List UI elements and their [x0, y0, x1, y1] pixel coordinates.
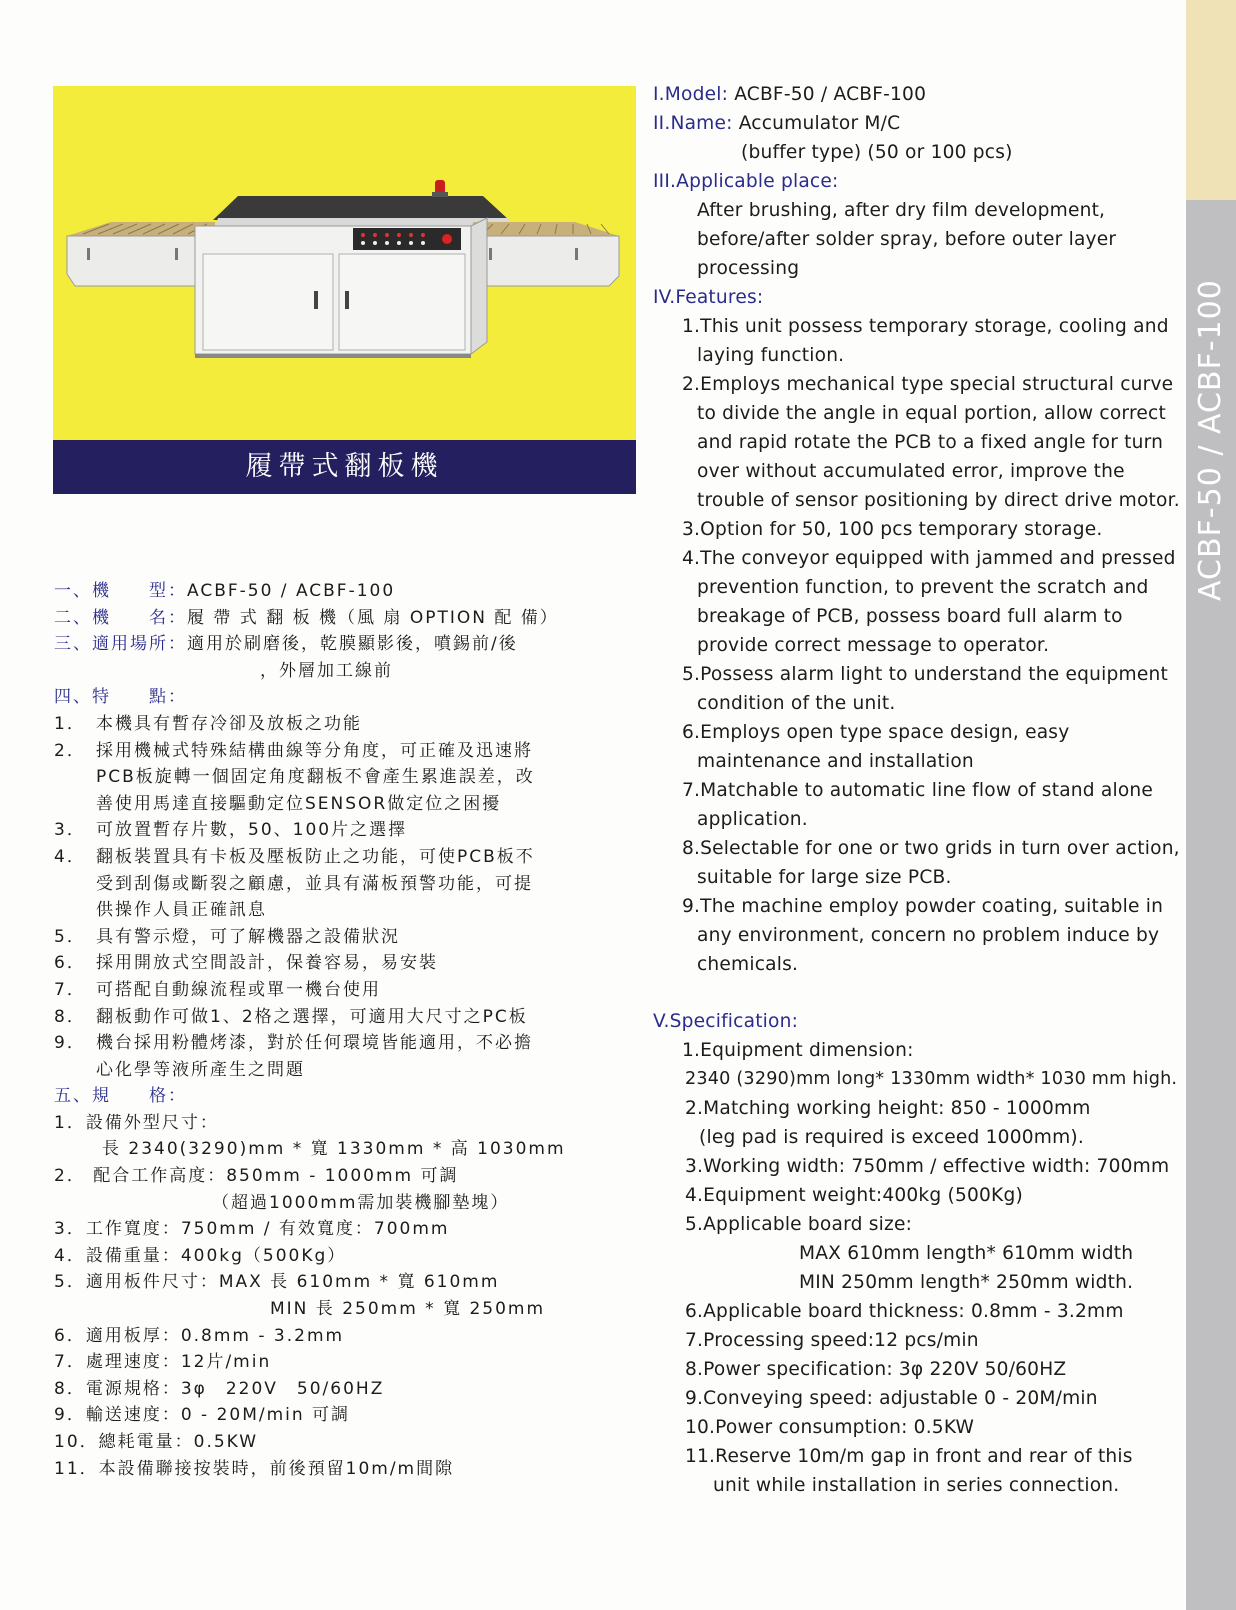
en-place-line: After brushing, after dry film development, [697, 200, 1106, 221]
en-spec-6: 6.Applicable board thickness: 0.8mm - 3.2mm [685, 1301, 1124, 1322]
en-spec-11-detail: unit while installation in series connection. [713, 1475, 1120, 1496]
zh-feature-item [54, 738, 644, 765]
product-photo [53, 86, 636, 494]
zh-spec-10: 10．總耗電量：0.5KW [54, 1432, 259, 1452]
en-spec-8: 8.Power specification: 3φ 220V 50/60HZ [685, 1359, 1067, 1380]
zh-place-value-1: 適用於刷磨後，乾膜顯影後，噴錫前/後 [187, 634, 518, 655]
zh-place-value-2: ，外層加工線前 [260, 660, 393, 681]
en-feature-line: 4.The conveyor equipped with jammed and pressed [682, 548, 1176, 569]
en-name-row [653, 109, 1183, 138]
en-model-heading: I.Model: [653, 84, 729, 105]
en-feature-line: over without accumulated error, improve the [697, 461, 1125, 482]
zh-feature-text: 採用機械式特殊結構曲線等分角度，可正確及迅速將 [96, 740, 533, 761]
en-feature-line: 5.Possess alarm light to understand the equipment [682, 664, 1168, 685]
en-features-heading: IV.Features: [653, 287, 764, 308]
en-place-line: processing [697, 258, 800, 279]
en-model-value: ACBF-50 / ACBF-100 [728, 84, 927, 105]
zh-spec-1: 1．設備外型尺寸： [54, 1112, 219, 1133]
zh-feature-text: 供操作人員正確訊息 [96, 900, 267, 921]
en-feature-line: 7.Matchable to automatic line flow of stand alone [682, 780, 1154, 801]
en-name-value: Accumulator M/C [732, 113, 901, 134]
zh-spec-1-detail: 長 2340(3290)mm * 寬 1330mm * 高 1030mm [102, 1139, 566, 1160]
zh-feature-num: 6． [54, 953, 86, 974]
machine-illustration [53, 86, 636, 440]
en-spec-1-detail: 2340 (3290)mm long* 1330mm width* 1030 mm high. [685, 1069, 1178, 1089]
zh-feature-item [54, 844, 644, 871]
zh-model-row [54, 578, 644, 605]
en-feature-line: 6.Employs open type space design, easy [682, 722, 1070, 743]
zh-feature-text: 可放置暫存片數，50、100片之選擇 [96, 820, 408, 841]
zh-feature-text: 翻板裝置具有卡板及壓板防止之功能，可使PCB板不 [96, 846, 535, 867]
zh-spec-3: 3．工作寬度：750mm / 有效寬度：700mm [54, 1219, 450, 1240]
en-feature-line: laying function. [697, 345, 845, 366]
side-model-label: ACBF-50 / ACBF-100 [1193, 279, 1228, 601]
section-gap [653, 979, 1183, 1007]
en-feature-line: any environment, concern no problem induce by [697, 925, 1160, 946]
zh-feature-text: 機台採用粉體烤漆，對於任何環境皆能適用，不必擔 [96, 1033, 533, 1054]
en-feature-line: prevention function, to prevent the scratch and [697, 577, 1149, 598]
en-spec-2-detail: (leg pad is required is exceed 1000mm). [699, 1127, 1084, 1148]
en-spec-5-min: MIN 250mm length* 250mm width. [799, 1272, 1134, 1293]
zh-spec-5-detail: MIN 長 250mm * 寬 250mm [270, 1299, 546, 1320]
zh-spec-11: 11．本設備聯接按裝時，前後預留10m/m間隙 [54, 1458, 455, 1479]
zh-feature-num: 7． [54, 979, 86, 1000]
en-feature-line: 1.This unit possess temporary storage, cooling and [682, 316, 1169, 337]
zh-name-value: 履 帶 式 翻 板 機（風 扇 OPTION 配 備） [187, 607, 559, 628]
zh-feature-item [54, 977, 644, 1004]
zh-feature-item [54, 950, 644, 977]
zh-feature-num: 1． [54, 713, 86, 734]
zh-feature-text: 受到刮傷或斷裂之顧慮，並具有滿板預警功能，可提 [96, 873, 533, 894]
zh-feature-num: 2． [54, 740, 86, 761]
en-feature-line: 8.Selectable for one or two grids in turn over action, [682, 838, 1180, 859]
en-feature-line: condition of the unit. [697, 693, 896, 714]
zh-feature-text: 善使用馬達直接驅動定位SENSOR做定位之困擾 [96, 793, 502, 814]
en-feature-line: provide correct message to operator. [697, 635, 1050, 656]
zh-feature-num: 5． [54, 926, 86, 947]
zh-feature-item [54, 1030, 644, 1057]
zh-spec-4: 4．設備重量：400kg（500Kg） [54, 1245, 347, 1266]
zh-spec-2-detail: （超過1000mm需加裝機腳墊塊） [212, 1192, 510, 1213]
zh-feature-item [54, 817, 644, 844]
en-name-heading: II.Name: [653, 113, 733, 134]
zh-model-value: ACBF-50 / ACBF-100 [187, 581, 396, 601]
zh-feature-item [54, 1004, 644, 1031]
en-feature-line: 2.Employs mechanical type special structural curve [682, 374, 1174, 395]
zh-feature-text: PCB板旋轉一個固定角度翻板不會產生累進誤差，改 [96, 767, 535, 788]
zh-spec-5: 5．適用板件尺寸：MAX 長 610mm * 寬 610mm [54, 1272, 500, 1293]
en-feature-line: breakage of PCB, possess board full alarm to [697, 606, 1123, 627]
en-feature-line: suitable for large size PCB. [697, 867, 952, 888]
en-feature-line: application. [697, 809, 808, 830]
zh-feature-num: 4． [54, 846, 86, 867]
zh-spec-heading: 五、規 格： [54, 1086, 187, 1107]
en-feature-line: to divide the angle in equal portion, allow correct [697, 403, 1166, 424]
zh-spec-8: 8．電源規格：3φ 220V 50/60HZ [54, 1378, 385, 1399]
zh-feature-num: 3． [54, 820, 86, 841]
zh-features-heading: 四、特 點： [54, 687, 187, 708]
zh-spec-2: 2． 配合工作高度：850mm - 1000mm 可調 [54, 1166, 459, 1187]
en-spec-11: 11.Reserve 10m/m gap in front and rear of this [685, 1446, 1133, 1467]
en-model-row [653, 80, 1183, 109]
zh-spec-6: 6．適用板厚：0.8mm - 3.2mm [54, 1325, 345, 1346]
en-feature-line: 9.The machine employ powder coating, suitable in [682, 896, 1164, 917]
en-feature-line: and rapid rotate the PCB to a fixed angle for turn [697, 432, 1164, 453]
photo-caption: 履帶式翻板機 [53, 440, 636, 494]
zh-feature-num: 9． [54, 1033, 86, 1054]
zh-name-heading: 二、機 名： [54, 607, 187, 628]
en-feature-line: maintenance and installation [697, 751, 974, 772]
en-spec-9: 9.Conveying speed: adjustable 0 - 20M/min [685, 1388, 1098, 1409]
zh-feature-text: 本機具有暫存冷卻及放板之功能 [96, 713, 362, 734]
en-place-line: before/after solder spray, before outer layer [697, 229, 1117, 250]
en-spec-2: 2.Matching working height: 850 - 1000mm [685, 1098, 1091, 1119]
en-spec-7: 7.Processing speed:12 pcs/min [685, 1330, 979, 1351]
zh-place-row [54, 631, 644, 658]
en-spec-heading: V.Specification: [653, 1011, 799, 1032]
zh-feature-item [54, 711, 644, 738]
zh-feature-text: 可搭配自動線流程或單一機台使用 [96, 979, 381, 1000]
en-spec-3: 3.Working width: 750mm / effective width: 700mm [685, 1156, 1170, 1177]
en-feature-line: trouble of sensor positioning by direct drive motor. [697, 490, 1180, 511]
en-spec-4: 4.Equipment weight:400kg (500Kg) [685, 1185, 1023, 1206]
english-spec-column [653, 80, 1183, 1500]
zh-feature-text: 心化學等液所產生之問題 [96, 1059, 305, 1080]
en-spec-1: 1.Equipment dimension: [682, 1040, 914, 1061]
zh-feature-num: 8． [54, 1006, 86, 1027]
en-feature-line: 3.Option for 50, 100 pcs temporary storage. [682, 519, 1103, 540]
en-spec-5-max: MAX 610mm length* 610mm width [799, 1243, 1134, 1264]
zh-spec-7: 7．處理速度：12片/min [54, 1352, 272, 1373]
en-spec-10: 10.Power consumption: 0.5KW [685, 1417, 975, 1438]
zh-spec-9: 9．輸送速度：0 - 20M/min 可調 [54, 1405, 351, 1426]
zh-feature-text: 採用開放式空間設計，保養容易，易安裝 [96, 953, 438, 974]
en-name-value-2: (buffer type) (50 or 100 pcs) [741, 142, 1013, 163]
zh-model-heading: 一、機 型： [54, 581, 187, 601]
zh-name-row [54, 605, 644, 632]
zh-feature-item [54, 924, 644, 951]
side-band-top [1186, 0, 1236, 200]
zh-feature-text: 翻板動作可做1、2格之選擇，可適用大尺寸之PC板 [96, 1006, 528, 1027]
en-spec-5: 5.Applicable board size: [685, 1214, 913, 1235]
zh-place-heading: 三、適用場所： [54, 634, 187, 655]
en-feature-line: chemicals. [697, 954, 799, 975]
en-place-heading: III.Applicable place: [653, 171, 839, 192]
chinese-spec-column [54, 578, 644, 1482]
zh-feature-text: 具有警示燈，可了解機器之設備狀況 [96, 926, 400, 947]
